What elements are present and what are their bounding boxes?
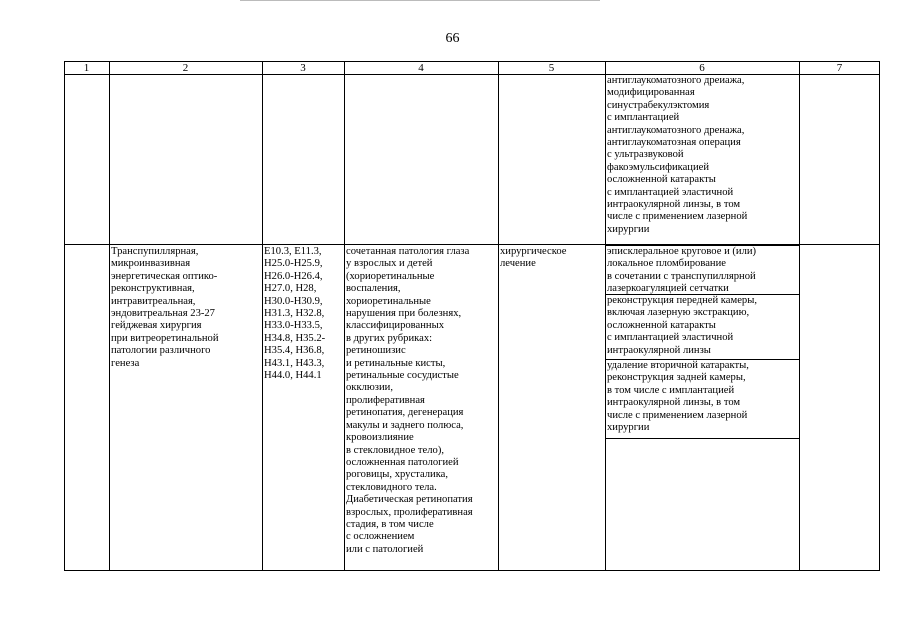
column-border-4 [498,61,499,571]
column-header-7: 7 [836,62,843,74]
column-border-2 [262,61,263,571]
row2-treatment-type: хирургическое лечение [500,246,567,270]
row2-method-item-2: реконструкция передней камеры, включая лазерную экстракцию, осложненной катаракты с имплантацией эластичной интраокулярной линзы [605,294,800,360]
column-border-left [64,61,65,571]
column-header-5: 5 [548,62,555,74]
column-header-4: 4 [418,62,424,74]
column-header-2: 2 [182,62,189,74]
column-border-1 [109,61,110,571]
table-bottom-border [64,570,880,571]
row2-procedure-name: Транспупиллярная, микроинвазивная энергетическая оптико- реконструктивная, интравитреальная, эндовитреальная 23-27 гейджевая хирургия при витреоретинальной патологии различного генеза [111,246,219,369]
row2-method-item-3: удаление вторичной катаракты, реконструкция задней камеры, в том числе с имплантацией интраокулярной линзы, в том числе с применением лазерной хирургии [605,359,800,439]
column-border-3 [344,61,345,571]
medical-procedures-table [64,61,880,571]
row2-method-item-1: эписклеральное круговое и (или) локальное пломбирование в сочетании с транспупиллярной лазеркоагуляцией сетчатки [605,245,800,295]
column-border-right [879,61,880,571]
column-header-3: 3 [300,62,306,74]
page-number: 66 [445,31,460,46]
row1-method-text: антиглаукоматозного дреиажа, модифицированная синустрабекулэктомия с имплантацией антиглаукоматозного дренажа, антиглаукоматозная операция с ультразвуковой факоэмульсификацией осложненной катаракты с имплантацией эластичной интраокулярной линзы, в том числе с применением лазерной хирургии [607,75,748,235]
row2-diagnosis: сочетанная патология глаза у взрослых и детей (хориоретинальные воспаления, хориоретинальные нарушения при болезнях, классифицированных в других рубриках: ретиношизис и ретинальные кисты, ретинальные сосудистые окклюзии, пролиферативная ретинопатия, дегенерация макулы и заднего полюса, кровоизлияние в стекловидное тело), осложненная патологией роговицы, хрусталика, стекловидного тела. Диабетическая ретинопатия взрослых, пролиферативная стадия, в том числе с осложнением или с патологией [346,246,473,555]
top-edge-line [240,0,600,1]
row2-icd-codes: E10.3, E11.3, H25.0-H25.9, H26.0-H26.4, H27.0, H28, H30.0-H30.9, H31.3, H32.8, H33.0-H33.5, H34.8, H35.2- H35.4, H36.8, H43.1, H43.3, H44.0, H44.1 [264,246,326,382]
column-header-6: 6 [699,62,705,74]
column-header-1: 1 [83,62,90,74]
